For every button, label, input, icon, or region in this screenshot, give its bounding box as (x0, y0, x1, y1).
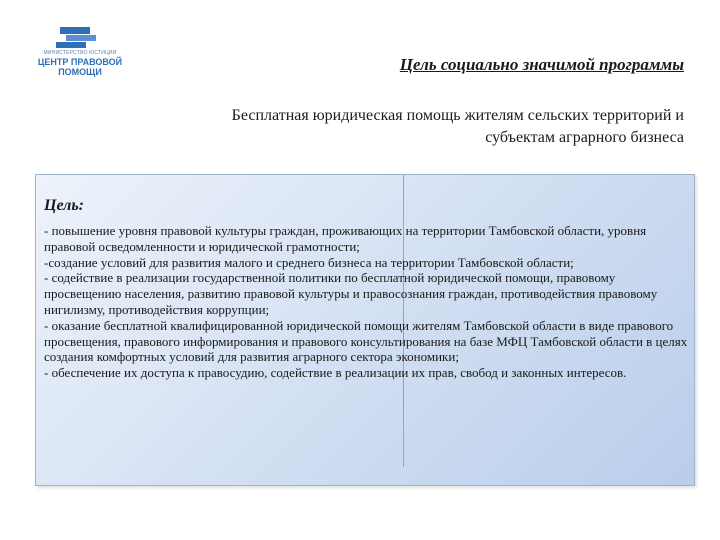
logo-line-2: ПОМОЩИ (58, 67, 102, 77)
goal-item: - обеспечение их доступа к правосудию, содействие в реализации их прав, свобод и законных интересов. (44, 365, 627, 381)
goal-item: -создание условий для развития малого и среднего бизнеса на территории Тамбовской области; (44, 254, 574, 270)
goal-item: - содействие в реализации государственной политики по бесплатной юридической помощи, правовому просвещению населения, развитию правовой культуры и правосознания граждан, противодействия правовому нигилизму, противодействия коррупции; (44, 270, 658, 317)
logo-top-text: МИНИСТЕРСТВО ЮСТИЦИИ (43, 50, 117, 56)
goal-list (44, 223, 688, 381)
page-subtitle: Бесплатная юридическая помощь жителям сельских территорий и субъектам аграрного бизнеса (231, 107, 684, 146)
page-title: Цель социально значимой программы (399, 55, 684, 74)
goal-item: - повышение уровня правовой культуры граждан, проживающих на территории Тамбовской области, уровня правовой осведомленности и юридической грамотности; (44, 223, 647, 254)
logo (30, 26, 130, 78)
goal-item: - оказание бесплатной квалифицированной юридической помощи жителям Тамбовской области в виде правового просвещения, правового информирования и правового консультирования на базе МФЦ Тамбовской области в целях создания комфортных условий для развития аграрного сектора экономики; (44, 317, 688, 365)
panel-heading: Цель: (44, 197, 84, 214)
logo-line-1: ЦЕНТР ПРАВОВОЙ (37, 57, 123, 67)
goal-panel (35, 174, 695, 486)
logo-mark-icon (52, 26, 100, 50)
